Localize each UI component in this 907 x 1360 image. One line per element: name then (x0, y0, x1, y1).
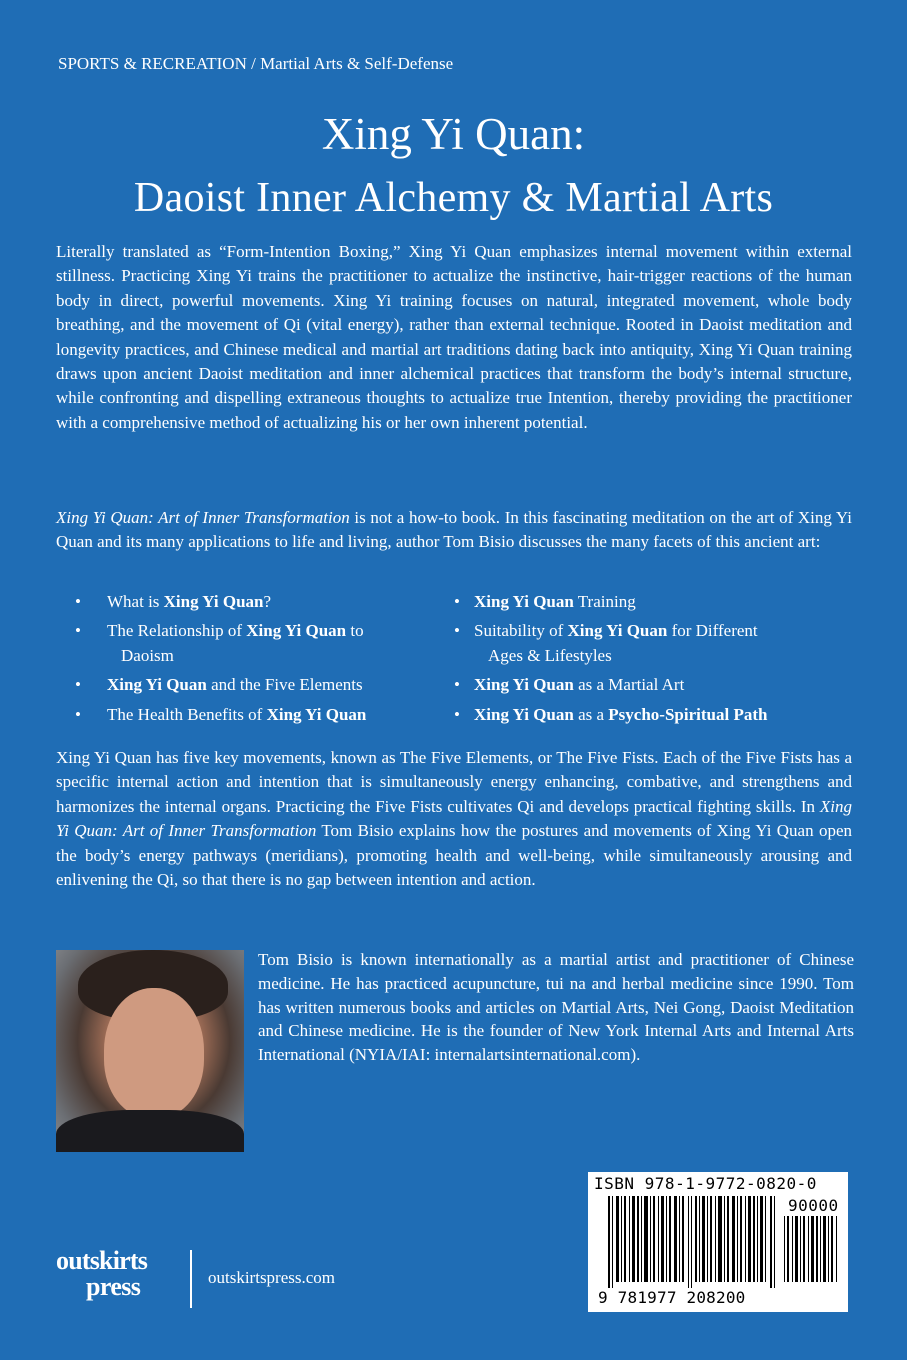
intro-paragraph (56, 506, 852, 555)
intro-book-title: Xing Yi Quan: Art of Inner Transformation (56, 508, 350, 527)
author-bio: Tom Bisio is known internationally as a martial artist and practitioner of Chinese medicine. He has practiced acupuncture, tui na and herbal medicine since 1990. Tom has written numerous books and articles on Martial Arts, Nei Gong, Daoist Meditation and Chinese medicine. He is the founder of New York Internal Arts and Internal Arts International (NYIA/IAI: internalartsinternational.com). (258, 950, 854, 1065)
five-fists-paragraph: Xing Yi Quan has five key movements, known as The Five Elements, or The Five Fists. Each of the Five Fists has a specific internal action and intention that is simultaneously energy enhancing, combative, and strengthens and harmonizes the internal organs. Practicing the Five Fists cultivates Qi and develops practical fighting skills. In Xing Yi Quan: Art of Inner Transformation Tom Bisio explains how the postures and movements of Xing Yi Quan open the body’s energy pathways (meridians), promoting health and well-being, while simultaneously arousing and enlivening the Qi, so that there is no gap between intention and action. (56, 748, 852, 890)
description-paragraph: Literally translated as “Form-Intention Boxing,” Xing Yi Quan emphasizes internal movement within external stillness. Practicing Xing Yi trains the practitioner to actualize the instinctive, hair-trigger reactions of the human body in direct, powerful movements. Xing Yi training focuses on natural, integrated movement, whole body breathing, and the movement of Qi (vital energy), rather than external technique. Rooted in Daoist meditation and longevity practices, and Chinese medical and martial art traditions dating back into antiquity, Xing Yi Quan training draws upon ancient Daoist meditation and inner alchemical practices that transform the body’s internal structure, while confronting and dispelling extraneous thoughts to actualize true Intention, thereby providing the practitioner with a comprehensive method of actualizing his or her own inherent potential. (56, 242, 852, 432)
ean-number: 9 781977 208200 (598, 1288, 746, 1307)
publisher-logo: outskirts press (56, 1246, 148, 1301)
book-title: Xing Yi Quan: (321, 109, 586, 159)
isbn-text: ISBN 978-1-9772-0820-0 (594, 1174, 817, 1193)
list-item: • The Health Benefits of Xing Yi Quan (75, 703, 463, 727)
intro-text: is not a how-to book. In this fascinating meditation on the art of Xing Yi Quan and its many applications to life and living, author Tom Bisio discusses the many facets of this ancient art: (56, 508, 852, 552)
list-item: • Xing Yi Quan Training (454, 590, 854, 614)
list-item: • Suitability of Xing Yi Quan for Different Ages & Lifestyles (454, 619, 854, 668)
publisher-website: outskirtspress.com (208, 1268, 336, 1287)
price-barcode-bars (784, 1216, 840, 1282)
list-item: • Xing Yi Quan as a Martial Art (454, 673, 854, 697)
topics-list (75, 590, 865, 732)
author-photo (56, 950, 244, 1152)
list-item: • What is Xing Yi Quan? (75, 590, 463, 614)
price-code: 90000 (788, 1196, 839, 1215)
five-fists-book-title: Xing Yi Quan: Art of Inner Transformation (56, 796, 852, 841)
list-item: • Xing Yi Quan as a Psycho-Spiritual Path (454, 703, 854, 727)
category-line: SPORTS & RECREATION / Martial Arts & Self-Defense (58, 54, 454, 73)
list-item: • Xing Yi Quan and the Five Elements (75, 673, 463, 697)
book-subtitle: Daoist Inner Alchemy & Martial Arts (133, 175, 774, 221)
isbn-barcode (588, 1172, 848, 1312)
logo-divider (190, 1250, 192, 1308)
barcode-bars (608, 1196, 778, 1288)
list-item: • The Relationship of Xing Yi Quan to Daoism (75, 619, 463, 668)
